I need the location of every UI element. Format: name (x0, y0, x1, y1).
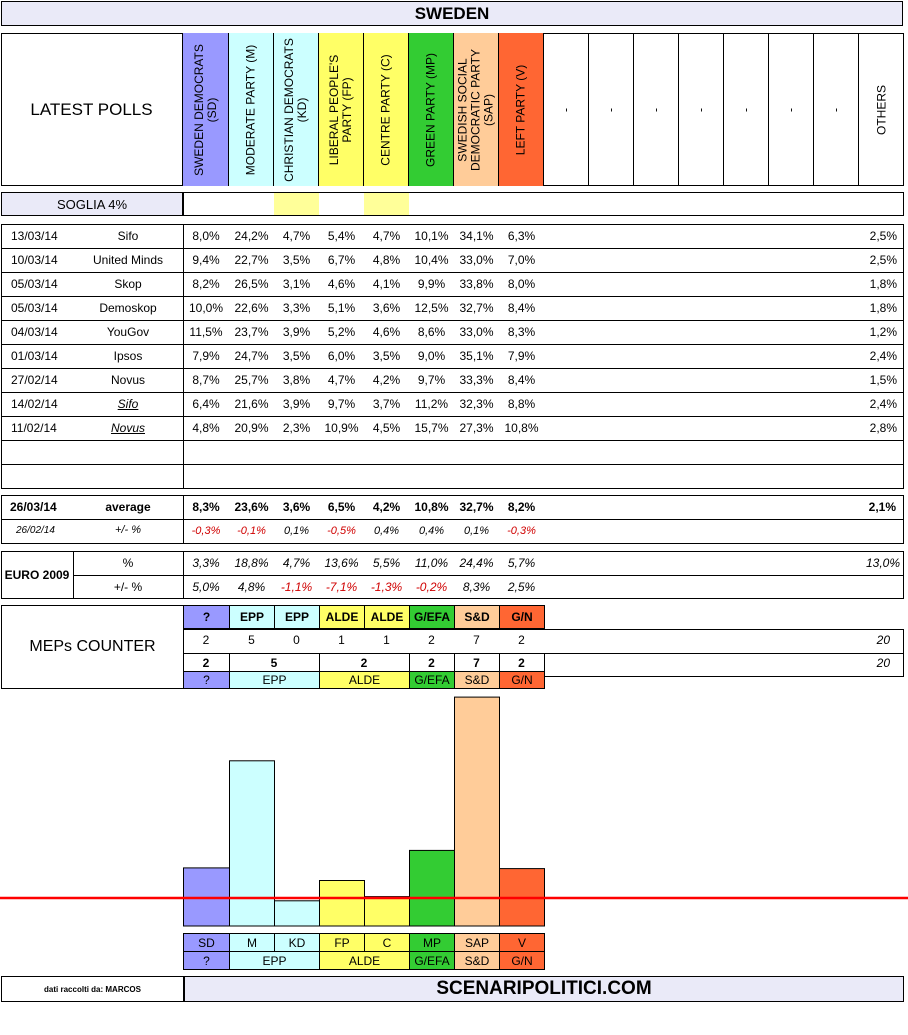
empty-party-label: - (828, 107, 843, 112)
euro2009-diff-m: 4,8% (237, 580, 266, 594)
mep-merged-seats: 7 (473, 656, 480, 670)
poll-date: 27/02/14 (11, 373, 58, 387)
mep-group-mp: G/EFA (409, 605, 455, 629)
average-diff-sap: 0,1% (463, 525, 490, 537)
poll-others: 2,5% (869, 253, 897, 267)
chart-category-label: M (229, 933, 275, 952)
chart-group-label: EPP (229, 951, 320, 970)
empty-party-col (589, 33, 634, 186)
empty-party-col (634, 33, 679, 186)
chart-bar-fp (320, 881, 365, 927)
poll-others: 2,5% (869, 229, 897, 243)
euro2009-value-mp: 11,0% (414, 556, 449, 570)
chart-group-label: G/EFA (409, 951, 455, 970)
mep-group-c: ALDE (364, 605, 410, 629)
poll-value-sd: 10,0% (188, 301, 224, 315)
poll-value-fp: 9,7% (327, 397, 356, 411)
poll-value-sd: 8,2% (192, 277, 220, 291)
party-header-mp (409, 33, 454, 186)
row-divider (1, 488, 904, 489)
mep-seats-mp: 2 (428, 633, 435, 647)
party-header-fp (319, 33, 364, 186)
empty-party-col (769, 33, 814, 186)
poll-value-kd: 2,3% (282, 421, 311, 435)
poll-institute: Ipsos (113, 349, 143, 363)
poll-row (1, 224, 904, 248)
site-name: SCENARIPOLITICI.COM (184, 976, 904, 1002)
poll-value-c: 3,5% (372, 349, 401, 363)
mep-merged-seats: 2 (428, 656, 435, 670)
poll-value-sd: 9,4% (192, 253, 220, 267)
empty-party-label: - (738, 107, 753, 112)
chart-category-label: SD (183, 933, 230, 952)
poll-value-mp: 10,1% (414, 229, 449, 243)
party-header-kd (274, 33, 319, 186)
poll-value-sd: 11,5% (189, 325, 223, 339)
poll-value-mp: 8,6% (417, 325, 446, 339)
chart-category-label: V (499, 933, 545, 952)
mep-merged-group: S&D (454, 671, 500, 689)
row-divider (1, 464, 904, 465)
chart-bar-c (365, 897, 410, 926)
mep-merged-seats: 2 (202, 656, 210, 670)
poll-value-fp: 5,2% (327, 325, 356, 339)
euro2009-value-kd: 4,7% (282, 556, 311, 570)
mep-seats-m: 5 (248, 633, 255, 647)
poll-value-v: 6,3% (507, 229, 536, 243)
poll-value-sd: 8,0% (192, 229, 220, 243)
poll-value-sd: 4,8% (192, 421, 220, 435)
party-header-label: SWEDEN DEMOCRATS (SD) (191, 43, 219, 176)
euro2009-diff-c: -1,3% (370, 580, 403, 594)
euro2009-diff-label: +/- % (113, 580, 143, 594)
average-value-v: 8,2% (507, 500, 536, 514)
poll-value-fp: 6,7% (327, 253, 356, 267)
mep-group-sap: S&D (454, 605, 500, 629)
mep-merged-group: EPP (229, 671, 320, 689)
empty-party-col (814, 33, 859, 186)
poll-value-sap: 33,0% (459, 253, 494, 267)
average-prev-date: 26/02/14 (16, 525, 55, 536)
others-header-label: OTHERS (874, 84, 888, 135)
chart-category-label: MP (409, 933, 455, 952)
poll-row (1, 320, 904, 344)
poll-value-sap: 34,1% (459, 229, 494, 243)
poll-others: 2,4% (869, 397, 897, 411)
poll-value-sap: 33,8% (459, 277, 494, 291)
poll-value-m: 26,5% (234, 277, 269, 291)
mep-merged-group: G/N (499, 671, 545, 689)
poll-date: 10/03/14 (11, 253, 58, 267)
chart-bar-mp (410, 850, 455, 926)
euro2009-diff-sap: 8,3% (462, 580, 491, 594)
poll-value-v: 8,8% (507, 397, 536, 411)
party-header-label: GREEN PARTY (MP) (423, 52, 438, 167)
party-header-v (499, 33, 544, 186)
average-diff-m: -0,1% (237, 525, 266, 537)
party-header-label: LIBERAL PEOPLE'S PARTY (FP) (327, 54, 354, 165)
euro2009-value-sd: 3,3% (192, 556, 220, 570)
poll-value-kd: 3,9% (282, 325, 311, 339)
chart-bar-m (230, 761, 275, 926)
poll-institute: Sifo (117, 229, 139, 243)
empty-party-col (724, 33, 769, 186)
poll-value-c: 4,6% (372, 325, 401, 339)
poll-date: 11/02/14 (11, 421, 57, 435)
poll-value-fp: 6,0% (327, 349, 356, 363)
page-title: SWEDEN (1, 1, 903, 26)
mep-seats-sd: 2 (202, 633, 210, 647)
average-value-sap: 32,7% (459, 500, 494, 514)
average-diff-kd: 0,1% (283, 525, 310, 537)
poll-others: 2,8% (869, 421, 897, 435)
meps-counter-label: MEPs COUNTER (29, 638, 156, 655)
average-label: average (105, 500, 151, 514)
euro2009-diff-fp: -7,1% (325, 580, 358, 594)
party-header-sd (183, 33, 229, 186)
mep-seats-v: 2 (518, 633, 525, 647)
row-divider (1, 440, 904, 441)
chart-bar-kd (275, 901, 320, 926)
mep-group-sd: ? (183, 605, 230, 629)
poll-date: 01/03/14 (11, 349, 58, 363)
poll-value-fp: 5,1% (327, 301, 356, 315)
poll-value-sap: 35,1% (459, 349, 494, 363)
chart-category-label: FP (319, 933, 365, 952)
party-header-label: MODERATE PARTY (M) (243, 44, 258, 175)
threshold-highlight-c (364, 193, 409, 215)
average-diff-fp: -0,5% (327, 525, 356, 537)
average-diff-v: -0,3% (507, 525, 536, 537)
average-diff-mp: 0,4% (418, 525, 445, 537)
poll-value-mp: 11,2% (414, 397, 449, 411)
poll-value-mp: 9,7% (417, 373, 446, 387)
poll-row (1, 272, 904, 296)
euro2009-value-v: 5,7% (507, 556, 536, 570)
chart-group-label: ? (183, 951, 230, 970)
party-header-label: SWEDISH SOCIAL DEMOCRATIC PARTY (SAP) (455, 48, 496, 171)
euro2009-others: 13,0% (865, 556, 900, 570)
chart-category-label: KD (274, 933, 320, 952)
mep-merged-group: ALDE (319, 671, 410, 689)
empty-party-col (544, 33, 589, 186)
euro2009-value-c: 5,5% (372, 556, 401, 570)
mep-merged-seats: 2 (518, 656, 525, 670)
poll-value-sd: 6,4% (192, 397, 220, 411)
euro2009-diff-v: 2,5% (507, 580, 536, 594)
poll-value-kd: 3,3% (282, 301, 311, 315)
mep-seats-c: 1 (383, 633, 390, 647)
party-header-label: CENTRE PARTY (C) (378, 53, 393, 166)
chart-group-label: S&D (454, 951, 500, 970)
poll-row (1, 392, 904, 416)
party-header-sap (454, 33, 499, 186)
poll-value-sap: 32,3% (459, 397, 494, 411)
empty-party-label: - (783, 107, 798, 112)
mep-seats-kd: 0 (293, 633, 300, 647)
poll-others: 1,8% (869, 301, 897, 315)
poll-value-c: 4,2% (372, 373, 401, 387)
mep-merged-total: 20 (876, 656, 890, 670)
poll-institute: Demoskop (99, 301, 157, 315)
poll-value-v: 7,0% (507, 253, 536, 267)
poll-row (1, 368, 904, 392)
poll-date: 04/03/14 (11, 325, 58, 339)
poll-value-m: 22,7% (234, 253, 269, 267)
poll-value-mp: 15,7% (414, 421, 449, 435)
credit-label: dati raccolti da: MARCOS (1, 976, 184, 1002)
poll-value-fp: 4,6% (327, 277, 356, 291)
average-value-mp: 10,8% (414, 500, 449, 514)
poll-value-c: 4,7% (372, 229, 401, 243)
mep-merged-seats: 5 (270, 656, 278, 670)
mep-merged-seats: 2 (360, 656, 368, 670)
mep-total: 20 (876, 633, 890, 647)
average-diff-sd: -0,3% (191, 525, 221, 537)
poll-value-mp: 12,5% (414, 301, 449, 315)
euro2009-diff-mp: -0,2% (415, 580, 448, 594)
poll-row (1, 248, 904, 272)
poll-value-v: 8,3% (507, 325, 536, 339)
poll-others: 1,5% (869, 373, 897, 387)
poll-others: 2,4% (869, 349, 897, 363)
poll-value-sap: 33,3% (459, 373, 494, 387)
average-value-m: 23,6% (234, 500, 269, 514)
empty-party-col (679, 33, 724, 186)
threshold-label: SOGLIA 4% (1, 192, 183, 216)
chart-category-label: C (364, 933, 410, 952)
average-value-fp: 6,5% (327, 500, 356, 514)
mep-merged-group: ? (183, 671, 230, 689)
chart-bar-sap (455, 697, 500, 926)
poll-value-kd: 3,8% (282, 373, 311, 387)
poll-value-v: 7,9% (507, 349, 536, 363)
chart-group-label: G/N (499, 951, 545, 970)
poll-value-kd: 3,5% (282, 349, 311, 363)
empty-party-label: - (603, 107, 618, 112)
poll-date: 14/02/14 (11, 397, 58, 411)
mep-group-kd: EPP (274, 605, 320, 629)
poll-value-sap: 33,0% (459, 325, 494, 339)
empty-party-label: - (648, 107, 663, 112)
poll-average-chart (0, 690, 908, 970)
poll-others: 1,2% (869, 325, 897, 339)
euro2009-pct-label: % (122, 556, 134, 570)
poll-value-v: 10,8% (504, 421, 539, 435)
poll-value-kd: 3,5% (282, 253, 311, 267)
poll-value-m: 24,2% (234, 229, 269, 243)
poll-value-v: 8,0% (507, 277, 536, 291)
poll-value-kd: 3,9% (282, 397, 311, 411)
poll-value-sd: 7,9% (192, 349, 220, 363)
poll-value-kd: 4,7% (282, 229, 311, 243)
poll-date: 13/03/14 (11, 229, 58, 243)
poll-value-m: 20,9% (234, 421, 269, 435)
poll-value-mp: 9,0% (417, 349, 446, 363)
poll-value-sd: 8,7% (192, 373, 220, 387)
poll-value-c: 4,5% (372, 421, 401, 435)
average-others: 2,1% (868, 500, 896, 514)
mep-group-v: G/N (499, 605, 545, 629)
poll-value-c: 3,6% (372, 301, 401, 315)
empty-party-label: - (693, 107, 708, 112)
poll-date: 05/03/14 (11, 277, 58, 291)
poll-value-sap: 32,7% (459, 301, 494, 315)
poll-value-m: 22,6% (234, 301, 269, 315)
poll-institute: United Minds (92, 253, 164, 267)
euro2009-label: EURO 2009 (4, 568, 70, 582)
mep-merged-group: G/EFA (409, 671, 455, 689)
party-header-label: CHRISTIAN DEMOCRATS (KD) (282, 37, 309, 182)
poll-value-m: 21,6% (234, 397, 269, 411)
euro2009-value-fp: 13,6% (324, 556, 359, 570)
poll-date: 05/03/14 (11, 301, 58, 315)
poll-value-sap: 27,3% (459, 421, 494, 435)
poll-value-fp: 10,9% (324, 421, 359, 435)
average-value-c: 4,2% (372, 500, 401, 514)
mep-group-m: EPP (229, 605, 275, 629)
party-header-m (229, 33, 274, 186)
poll-institute: Novus (110, 373, 145, 387)
poll-institute[interactable]: Novus (110, 421, 145, 435)
poll-institute: Skop (114, 277, 142, 291)
poll-value-m: 23,7% (234, 325, 269, 339)
poll-value-c: 4,1% (372, 277, 401, 291)
poll-value-v: 8,4% (507, 301, 536, 315)
euro2009-value-m: 18,8% (234, 556, 269, 570)
poll-value-v: 8,4% (507, 373, 536, 387)
empty-party-label: - (558, 107, 573, 112)
others-header (859, 33, 904, 186)
poll-row (1, 416, 904, 440)
poll-institute[interactable]: Sifo (117, 397, 139, 411)
average-value-kd: 3,6% (282, 500, 311, 514)
latest-polls-label: LATEST POLLS (1, 33, 183, 186)
party-header-c (364, 33, 409, 186)
average-diff-c: 0,4% (373, 525, 400, 537)
poll-others: 1,8% (869, 277, 897, 291)
poll-value-c: 4,8% (372, 253, 401, 267)
party-header-label: LEFT PARTY (V) (513, 64, 528, 155)
mep-group-fp: ALDE (319, 605, 365, 629)
average-value-sd: 8,3% (192, 500, 220, 514)
poll-value-c: 3,7% (372, 397, 401, 411)
threshold-highlight-kd (274, 193, 319, 215)
euro2009-diff-kd: -1,1% (280, 580, 313, 594)
average-date: 26/03/14 (10, 500, 57, 514)
poll-value-fp: 4,7% (327, 373, 356, 387)
euro2009-diff-sd: 5,0% (192, 580, 220, 594)
poll-value-m: 25,7% (234, 373, 269, 387)
poll-row (1, 296, 904, 320)
poll-value-mp: 9,9% (417, 277, 446, 291)
average-diff-label: +/- % (115, 524, 141, 536)
poll-value-mp: 10,4% (414, 253, 449, 267)
chart-category-label: SAP (454, 933, 500, 952)
poll-value-fp: 5,4% (327, 229, 356, 243)
poll-value-kd: 3,1% (282, 277, 311, 291)
poll-value-m: 24,7% (234, 349, 269, 363)
chart-group-label: ALDE (319, 951, 410, 970)
poll-row (1, 344, 904, 368)
euro2009-value-sap: 24,4% (459, 556, 494, 570)
poll-institute: YouGov (106, 325, 150, 339)
mep-seats-sap: 7 (473, 633, 480, 647)
mep-seats-fp: 1 (338, 633, 345, 647)
